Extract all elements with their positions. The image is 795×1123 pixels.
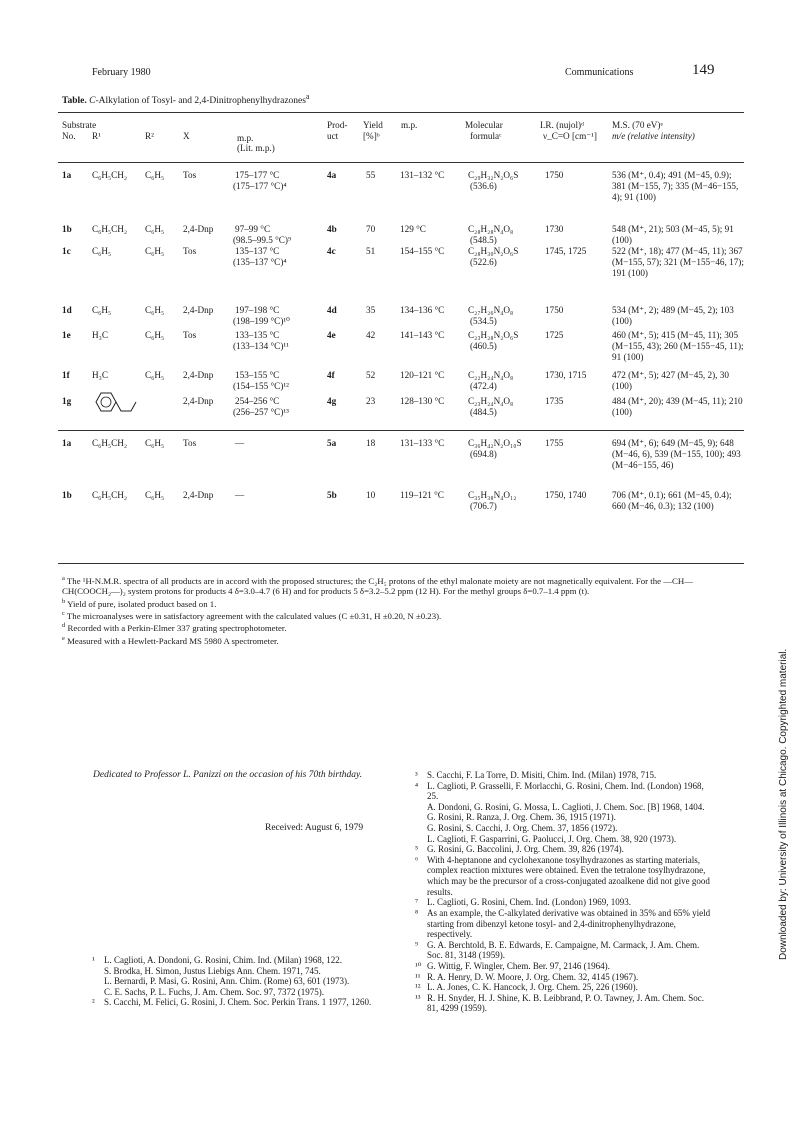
reference-text: G. Rosini, G. Baccolini, J. Org. Chem. 39, 826 (1974).: [427, 844, 624, 855]
cell-molecular-weight: (536.6): [470, 181, 497, 191]
reference-text: With 4-heptanone and cyclohexanone tosylhydrazones as starting materials, complex reaction mixtures were obtained. Even the tetralone tosylhydrazone, which may be the precursor of a cross-conjugated azoalkene did not give good results.: [427, 854, 710, 897]
header-product-2: uct: [327, 131, 339, 141]
reference-text: As an example, the C-alkylated derivative was obtained in 35% and 65% yield starting from dibenzyl ketone tosyl- and 2,4-dinitrophenylhydrazone, respectively.: [427, 907, 711, 940]
cell-r2: C₆H₅: [145, 490, 165, 500]
reference-text: L. Caglioti, P. Grasselli, F. Morlacchi, G. Rosini, Chem. Ind. (London) 1968, 25.: [427, 780, 704, 802]
reference-item: [415, 844, 715, 855]
cell-x: Tos: [183, 330, 197, 340]
cell-mp2: 141–143 °C: [400, 330, 445, 340]
cell-x: Tos: [183, 170, 197, 180]
table-title: [62, 92, 309, 107]
cell-formula: C₂₃H₂₄N₄O₈: [468, 396, 514, 406]
cell-substrate-no: 1d: [62, 305, 72, 315]
cell-substrate-no: 1a: [62, 438, 72, 448]
cell-r1: C₆H₅: [92, 246, 112, 256]
reference-text: L. Caglioti, G. Rosini, Chem. Ind. (London) 1969, 1093.: [427, 897, 631, 908]
cell-ir: 1725: [545, 330, 564, 340]
cell-molecular-weight: (706.7): [470, 501, 497, 511]
reference-text: R. H. Snyder, H. J. Shine, K. B. Leibbrand, P. O. Tawney, J. Am. Chem. Soc. 81, 4299 (1959).: [427, 992, 705, 1014]
cell-mp2: 119–121 °C: [400, 490, 444, 500]
dedication: Dedicated to Professor L. Panizzi on the occasion of his 70th birthday.: [93, 770, 363, 780]
cell-r2: C₆H₅: [145, 330, 165, 340]
cell-mp: 197–198 °C: [235, 305, 280, 315]
table-footnotes: [62, 575, 742, 647]
reference-item: [415, 834, 715, 845]
header-yield-2: [%]ᵇ: [363, 131, 380, 141]
cell-ms: 472 (M⁺, 5); 427 (M−45, 2), 30 (100): [612, 370, 729, 391]
cell-product: 4a: [327, 170, 337, 180]
reference-text: C. E. Sachs, P. L. Fuchs, J. Am. Chem. Soc. 97, 7372 (1975).: [104, 986, 325, 997]
cell-yield: 70: [366, 224, 376, 234]
reference-number: ⁷: [415, 897, 419, 908]
cell-ir: 1750: [545, 305, 564, 315]
reference-text: L. Caglioti, A. Dondoni, G. Rosini, Chim. Ind. (Milan) 1968, 122.: [104, 955, 342, 965]
cell-substrate-no: 1b: [62, 490, 72, 500]
cell-molecular-weight: (522.6): [470, 257, 497, 267]
header-mp: m.p.: [237, 133, 254, 143]
table-bottom-rule: [58, 563, 744, 564]
cell-molecular-weight: (694.8): [470, 449, 497, 459]
reference-item: [415, 855, 715, 897]
cell-r2: C₆H₅: [145, 224, 165, 234]
cell-ms: 694 (M⁺, 6); 649 (M−45, 9); 648 (M−46, 6), 539 (M−155, 100); 493 (M−46−155, 46): [612, 438, 741, 470]
header-lit-mp: (Lit. m.p.): [237, 143, 275, 153]
cell-mp: 254–256 °C: [235, 396, 280, 406]
cell-formula: C₂₃H₂₈N₂O₆S: [468, 330, 519, 340]
footnote: [62, 575, 742, 597]
running-header-date: February 1980: [92, 67, 151, 78]
cell-mp2: 129 °C: [400, 224, 426, 234]
cell-yield: 23: [366, 396, 376, 406]
header-ir-1: I.R. (nujol)ᵈ: [540, 120, 584, 130]
cell-lit-mp: (98.5–99.5 °C)⁹: [233, 235, 292, 245]
reference-item: [415, 770, 715, 781]
table-title-label: Table.: [62, 96, 87, 107]
reference-item: [415, 823, 715, 834]
reference-number: ¹³: [415, 992, 421, 1003]
reference-item: [415, 908, 715, 940]
cell-ms: 706 (M⁺, 0.1); 661 (M−45, 0.4); 660 (M−46, 0.3); 132 (100): [612, 490, 732, 511]
footnote-text: Recorded with a Perkin-Elmer 337 grating spectrophotometer.: [65, 623, 287, 634]
cell-mp: 135–137 °C: [235, 246, 280, 256]
footnote-text: Yield of pure, isolated product based on 1.: [65, 598, 217, 609]
header-ms-1: M.S. (70 eV)ᵉ: [612, 120, 663, 130]
cell-r1: C₆H₅CH₂: [92, 490, 128, 500]
reference-item: [92, 966, 392, 977]
cell-yield: 35: [366, 305, 376, 315]
reference-number: ⁸: [415, 907, 419, 918]
reference-item: [415, 812, 715, 823]
cell-ms: 522 (M⁺, 18); 477 (M−45, 11); 367 (M−155, 57); 321 (M−155−46, 17); 191 (100): [612, 246, 744, 278]
cell-mp2: 134–136 °C: [400, 305, 445, 315]
cell-product: 4b: [327, 224, 337, 234]
reference-number: ²: [92, 997, 95, 1008]
cell-ir: 1730, 1715: [545, 370, 587, 380]
cell-r1: C₆H₅CH₂: [92, 170, 128, 180]
reference-number: ⁹: [415, 939, 419, 950]
cell-r2: C₆H₅: [145, 370, 165, 380]
header-formula-1: Molecular: [465, 120, 503, 130]
cell-ms: 548 (M⁺, 21); 503 (M−45, 5); 91 (100): [612, 224, 734, 245]
running-header-section: Communications: [565, 67, 634, 78]
header-ms-2: m/e (relative intensity): [612, 131, 695, 141]
cell-mp: —: [235, 490, 245, 500]
cell-formula: C₃₅H₃₈N₄O₁₂: [468, 490, 517, 500]
table-title-text: -Alkylation of Tosyl- and 2,4-Dinitrophenylhydrazones: [95, 96, 306, 107]
reference-item: [415, 972, 715, 983]
reference-item: [92, 987, 392, 998]
cell-lit-mp: (198–199 °C)¹⁰: [233, 316, 290, 326]
cell-formula: C₂₈H₂₈N₄O₈: [468, 224, 514, 234]
cell-ms: 460 (M⁺, 5); 415 (M−45, 11); 305 (M−155, 43); 260 (M−155−45, 11); 91 (100): [612, 330, 744, 362]
cell-product: 5b: [327, 490, 337, 500]
cell-formula: C₂₈H₃₀N₂O₆S: [468, 246, 519, 256]
cell-ir: 1735: [545, 396, 564, 406]
reference-number: ³: [415, 770, 418, 780]
cell-yield: 18: [366, 438, 376, 448]
cell-product: 4d: [327, 305, 337, 315]
cell-substrate-no: 1b: [62, 224, 72, 234]
cell-product: 4g: [327, 396, 337, 406]
footnote-text: The microanalyses were in satisfactory agreement with the calculated values (C ±0.31, H ±0.20, N ±0.23).: [64, 610, 442, 621]
download-watermark: Downloaded by: University of Illinois at Chicago. Copyrighted material.: [778, 648, 789, 960]
reference-text: S. Brodka, H. Simon, Justus Liebigs Ann. Chem. 1971, 745.: [104, 965, 321, 976]
cell-mp: —: [235, 438, 245, 448]
table-title-mark: a: [305, 92, 310, 101]
received-date: Received: August 6, 1979: [265, 823, 364, 833]
header-r2: R²: [145, 131, 154, 141]
reference-text: G. Wittig, F. Wingler, Chem. Ber. 97, 2146 (1964).: [427, 960, 610, 971]
tetralone-structure-icon: [92, 390, 138, 417]
cell-yield: 42: [366, 330, 376, 340]
reference-number: ¹²: [415, 982, 421, 993]
cell-product: 5a: [327, 438, 337, 448]
cell-yield: 55: [366, 170, 376, 180]
cell-yield: 51: [366, 246, 376, 256]
cell-ms: 534 (M⁺, 2); 489 (M−45, 2); 103 (100): [612, 305, 734, 326]
cell-mp2: 131–133 °C: [400, 438, 445, 448]
reference-item: [415, 781, 715, 802]
cell-r2: C₆H₅: [145, 246, 165, 256]
cell-mp: 175–177 °C: [235, 170, 280, 180]
cell-product: 4f: [327, 370, 335, 380]
reference-number: ⁶: [415, 854, 419, 865]
cell-substrate-no: 1e: [62, 330, 71, 340]
page-number: 149: [692, 62, 715, 78]
header-mp2: m.p.: [401, 120, 418, 130]
table-section-rule: [58, 430, 744, 431]
cell-r2: C₆H₅: [145, 305, 165, 315]
reference-text: G. Rosini, S. Cacchi, J. Org. Chem. 37, 1856 (1972).: [427, 823, 618, 834]
cell-lit-mp: (135–137 °C)⁴: [233, 257, 287, 267]
cell-mp2: 120–121 °C: [400, 370, 445, 380]
reference-number: ¹⁰: [415, 960, 422, 971]
footnote: [62, 622, 742, 633]
reference-text: S. Cacchi, M. Felici, G. Rosini, J. Chem. Soc. Perkin Trans. 1 1977, 1260.: [104, 997, 372, 1008]
references-left-column: [92, 955, 392, 1008]
reference-text: L. Bernardi, P. Masi, G. Rosini, Ann. Chim. (Rome) 63, 601 (1973).: [104, 976, 350, 987]
reference-item: [92, 976, 392, 987]
cell-x: Tos: [183, 438, 197, 448]
cell-substrate-no: 1f: [62, 370, 70, 380]
cell-r1: C₆H₅: [92, 305, 112, 315]
reference-item: [92, 955, 392, 966]
cell-ir: 1750: [545, 170, 564, 180]
header-formula-2: formulaᶜ: [470, 131, 502, 141]
reference-text: L. A. Jones, C. K. Hancock, J. Org. Chem. 25, 226 (1960).: [427, 982, 638, 993]
cell-ir: 1750, 1740: [545, 490, 587, 500]
header-yield-1: Yield: [363, 120, 383, 130]
cell-mp: 133–135 °C: [235, 330, 280, 340]
cell-ir: 1755: [545, 438, 564, 448]
cell-r2: C₆H₅: [145, 170, 165, 180]
reference-number: ⁵: [415, 844, 419, 855]
reference-text: R. A. Henry, D. W. Moore, J. Org. Chem. 32, 4145 (1967).: [427, 971, 639, 982]
reference-text: L. Caglioti, F. Gasparrini, G. Paolucci, J. Org. Chem. 38, 920 (1973).: [427, 833, 677, 844]
cell-x: 2,4-Dnp: [183, 370, 214, 380]
cell-product: 4e: [327, 330, 336, 340]
footnote-mark: c: [62, 609, 65, 617]
cell-mp2: 128–130 °C: [400, 396, 445, 406]
cell-formula: C₂₂H₂₄N₄O₈: [468, 370, 514, 380]
header-substrate: Substrate: [62, 120, 97, 130]
cell-substrate-no: 1c: [62, 246, 71, 256]
cell-formula: C₂₇H₂₆N₄O₈: [468, 305, 514, 315]
cell-r1: C₆H₅CH₂: [92, 438, 128, 448]
cell-molecular-weight: (472.4): [470, 381, 497, 391]
cell-ir: 1730: [545, 224, 564, 234]
reference-item: [415, 802, 715, 813]
references-right-column: [415, 770, 715, 1014]
footnote-mark: e: [62, 634, 65, 642]
cell-lit-mp: (154–155 °C)¹²: [233, 381, 289, 391]
cell-substrate-no: 1a: [62, 170, 72, 180]
header-r1: R¹: [92, 131, 101, 141]
cell-x: 2,4-Dnp: [183, 490, 214, 500]
cell-product: 4c: [327, 246, 336, 256]
table-header-rule: [58, 162, 744, 163]
cell-ms: 536 (M⁺, 0.4); 491 (M−45, 0.9); 381 (M−155, 7); 335 (M−46−155, 4); 91 (100): [612, 170, 739, 202]
cell-molecular-weight: (548.5): [470, 235, 497, 245]
cell-ms: 484 (M⁺, 20); 439 (M−45, 11); 210 (100): [612, 396, 743, 417]
header-ir-2: ν_C=O [cm⁻¹]: [543, 131, 597, 141]
cell-r1: H₃C: [92, 370, 108, 380]
cell-mp2: 154–155 °C: [400, 246, 445, 256]
reference-text: A. Dondoni, G. Rosini, G. Mossa, L. Caglioti, J. Chem. Soc. [B] 1968, 1404.: [427, 801, 705, 812]
reference-item: [415, 940, 715, 961]
cell-lit-mp: (175–177 °C)⁴: [233, 181, 287, 191]
reference-item: [92, 997, 392, 1008]
cell-ir: 1745, 1725: [545, 246, 587, 256]
reference-text: G. A. Berchtold, B. E. Edwards, E. Campaigne, M. Carmack, J. Am. Chem. Soc. 81, 3148 (1959).: [427, 939, 700, 961]
reference-item: [415, 897, 715, 908]
reference-item: [415, 993, 715, 1014]
cell-x: 2,4-Dnp: [183, 224, 214, 234]
cell-formula: C₂₉H₃₂N₂O₆S: [468, 170, 519, 180]
footnote-mark: a: [62, 575, 65, 582]
cell-molecular-weight: (460.5): [470, 341, 497, 351]
reference-item: [415, 961, 715, 972]
reference-text: G. Rosini, R. Ranza, J. Org. Chem. 36, 1915 (1971).: [427, 812, 616, 823]
reference-number: ¹: [92, 955, 95, 965]
table-title-italic: C: [89, 96, 96, 107]
cell-mp: 97–99 °C: [235, 224, 271, 234]
cell-lit-mp: (256–257 °C)¹³: [233, 407, 289, 417]
cell-r1: C₆H₅CH₂: [92, 224, 128, 234]
cell-r1: H₃C: [92, 330, 108, 340]
reference-number: ¹¹: [415, 971, 421, 982]
cell-yield: 10: [366, 490, 376, 500]
cell-substrate-no: 1g: [62, 396, 72, 406]
footnote-text: The ¹H-N.M.R. spectra of all products are in accord with the proposed structures; the C₂H₅ protons of the ethyl malonate moiety are not magnetically equivalent. For the —CH—CH(COOCH₂—)₂ system protons for products 4 δ=3.0–4.7 (6 H) and for products 5 δ=3.2–5.2 ppm (12 H). For the methyl groups δ=0.7–1.4 ppm (t).: [62, 575, 694, 597]
cell-r2: C₆H₅: [145, 438, 165, 448]
reference-item: [415, 982, 715, 993]
cell-x: 2,4-Dnp: [183, 305, 214, 315]
header-x: X: [183, 131, 190, 141]
footnote: [62, 635, 742, 646]
footnote: [62, 610, 742, 621]
cell-x: 2,4-Dnp: [183, 396, 214, 406]
table-top-rule: [58, 112, 744, 113]
footnote-text: Measured with a Hewlett-Packard MS 5980 A spectrometer.: [64, 635, 279, 646]
cell-mp: 153–155 °C: [235, 370, 280, 380]
cell-molecular-weight: (484.5): [470, 407, 497, 417]
cell-formula: C₃₆H₄₂N₂O₁₀S: [468, 438, 522, 448]
header-product-1: Prod-: [327, 120, 348, 130]
footnote: [62, 598, 742, 609]
cell-yield: 52: [366, 370, 376, 380]
cell-molecular-weight: (534.5): [470, 316, 497, 326]
header-no: No.: [62, 131, 76, 141]
reference-text: S. Cacchi, F. La Torre, D. Misiti, Chim. Ind. (Milan) 1978, 715.: [427, 770, 657, 780]
reference-number: ⁴: [415, 780, 419, 791]
cell-lit-mp: (133–134 °C)¹¹: [233, 341, 289, 351]
footnote-mark: b: [62, 597, 66, 605]
footnote-mark: d: [62, 622, 66, 630]
cell-mp2: 131–132 °C: [400, 170, 445, 180]
cell-x: Tos: [183, 246, 197, 256]
